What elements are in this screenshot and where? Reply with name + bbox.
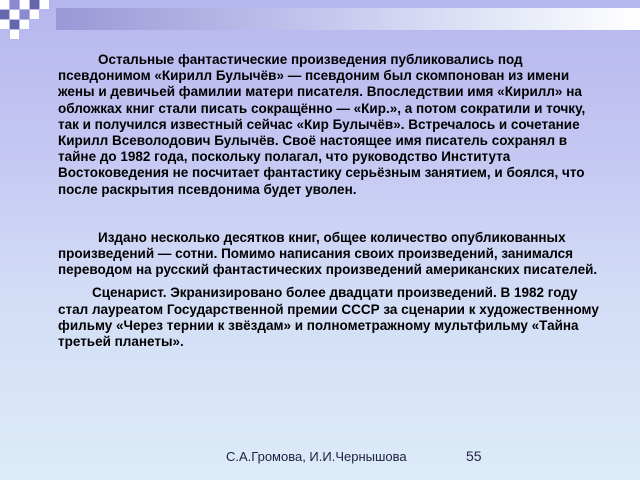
corner-square <box>10 30 19 39</box>
paragraph-screenwriter: Сценарист. Экранизировано более двадцати произведений. В 1982 году стал лауреатом Государственной премии СССР за сценарии к художественному фильму «Через тернии к звёздам» и полнометражному мультфильму «Тайна третьей планеты». <box>58 285 599 350</box>
paragraph-pseudonym: Остальные фантастические произведения публиковались под псевдонимом «Кирилл Булычёв» — псевдоним был скомпонован из имени жены и девичьей фамилии матери писателя. Впоследствии имя «Кирилл» на обложках книг стали писать сокращённо — «Кир.», а потом сократили и точку, так и получился известный сейчас «Кир Булычёв». Встречалось и сочетание Кирилл Всеволодович Булычёв. Своё настоящее имя писатель сохранял в тайне до 1982 года, поскольку полагал, что руководство Института Востоковедения не посчитает фантастику серьёзным занятием, и боялся, что после раскрытия псевдонима будет уволен. <box>58 52 586 197</box>
corner-square <box>20 10 29 19</box>
footer-author: С.А.Громова, И.И.Чернышова <box>226 449 407 464</box>
page-number: 55 <box>466 448 482 464</box>
corner-square <box>30 10 39 19</box>
paragraph-publications: Издано несколько десятков книг, общее количество опубликованных произведений — сотни. Помимо написания своих произведений, занимался переводом на русский фантастических произведений американских писателей. <box>58 229 598 278</box>
corner-square <box>0 20 9 29</box>
corner-square <box>10 10 19 19</box>
corner-square <box>40 0 49 9</box>
corner-square <box>0 10 9 19</box>
corner-square <box>0 0 9 9</box>
corner-decoration <box>0 0 60 40</box>
corner-square <box>20 0 29 9</box>
slide-body <box>58 52 603 350</box>
header-stripe <box>56 8 640 30</box>
corner-square <box>10 20 19 29</box>
corner-square <box>10 0 19 9</box>
corner-square <box>20 20 29 29</box>
corner-square <box>30 0 39 9</box>
